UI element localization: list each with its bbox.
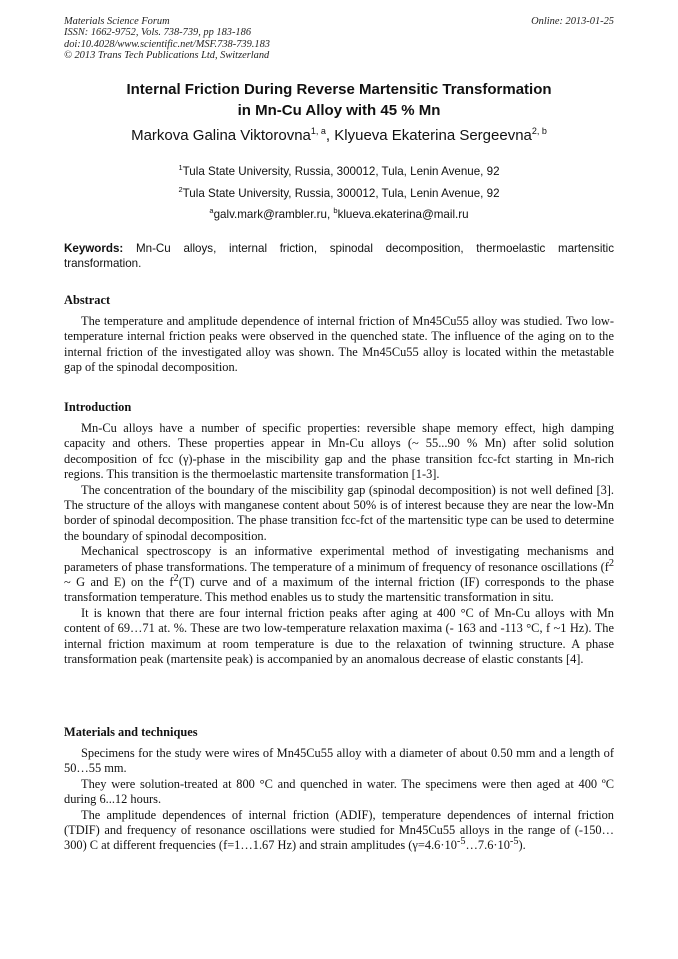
intro-p3-sup-1: 2 (608, 557, 614, 569)
materials-heading: Materials and techniques (64, 725, 198, 739)
intro-p3-part-b: ~ G and E) on the f (64, 575, 174, 590)
affiliation-1 (64, 165, 614, 178)
email-b-sup: b (333, 206, 338, 216)
paper-title (64, 79, 614, 121)
abstract-paragraph: The temperature and amplitude dependence of internal friction of Mn45Cu55 alloy was studied. Two low-temperature internal friction peaks were observed in the quenched state. The influence of the aging on to the internal friction of the investigated alloy was shown. The Mn45Cu55 alloy is located within the metastable gap of the spinodal decomposition. (64, 314, 614, 375)
affiliation-1-sup: 1 (178, 163, 183, 173)
materials-paragraph-3 (64, 808, 614, 854)
abstract-heading: Abstract (64, 293, 111, 307)
affiliation-1-text: Tula State University, Russia, 300012, Tula, Lenin Avenue, 92 (182, 165, 500, 178)
keywords-text: Mn-Cu alloys, internal friction, spinodal decomposition, thermoelastic martensitic transformation. (64, 242, 614, 270)
introduction-paragraph-2: The concentration of the boundary of the miscibility gap (spinodal decomposition) is not well defined [3]. The structure of the alloys with manganese content about 50% is of interest because they are near the low-Mn border of spinodal decomposition. The phase transition fcc-fct of the martensitic type can be used to determine the boundary of spinodal decomposition. (64, 482, 614, 543)
author-separator: , (325, 127, 335, 144)
doi-line: doi:10.4028/www.scientific.net/MSF.738-739.183 (64, 38, 270, 50)
keywords (64, 241, 614, 271)
intro-p3-part-a: Mechanical spectroscopy is an informative experimental method of investigating mechanisms and parameters of phase transformations. The temperature of a minimum of frequency of resonance oscillations (f (64, 544, 614, 574)
author-1-sup: 1, a (310, 126, 326, 136)
journal-name: Materials Science Forum (64, 16, 170, 27)
introduction-section (64, 400, 614, 668)
affiliation-2-text: Tula State University, Russia, 300012, Tula, Lenin Avenue, 92 (182, 187, 500, 200)
intro-p3-part-c: (T) curve and of a maximum of the internal friction (IF) corresponds to the phase transformation temperature. This method enables us to study the martensitic transformation in situ. (64, 575, 614, 605)
title-line-1: Internal Friction During Reverse Martensitic Transformation (126, 81, 552, 98)
introduction-paragraph-4: It is known that there are four internal friction peaks after aging at 400 °C of Mn-Cu alloys with Mn content of 69…71 at. %. These are two low-temperature relaxation maxima (- 163 and -113 °C, f ~1 Hz). The internal friction maximum at room temperature is due to the relaxation of twinning structure. A phase transformation peak (martensite peak) is accompanied by an anomalous decrease of elastic constants [4]. (64, 605, 614, 667)
email-a: galv.mark@rambler.ru, (213, 208, 334, 221)
title-line-2: in Mn-Cu Alloy with 45 % Mn (237, 102, 441, 119)
materials-p3-sup-2: -5 (509, 836, 519, 848)
materials-paragraph-1: Specimens for the study were wires of Mn45Cu55 alloy with a diameter of about 0.50 mm and a length of 50…55 mm. (64, 746, 614, 776)
introduction-paragraph-1: Mn-Cu alloys have a number of specific properties: reversible shape memory effect, high damping capacity and others. These properties appear in Mn-Cu alloys (~ 55...90 % Mn) after solid solution decomposition of fcc (γ)-phase in the miscibility gap and the phase transition fcc-fct starting in Mn-rich regions. This transition is the thermoelastic martensite transformation [1-3]. (64, 421, 614, 482)
materials-p3-part-a: The amplitude dependences of internal friction (ADIF), temperature dependences of internal friction (TDIF) and frequency of resonance oscillations were studied for Mn45Cu55 alloys in the range of (-150…300) C at different frequencies (f=1…1.67 Hz) and strain amplitudes (γ=4.6·10 (64, 807, 614, 853)
materials-paragraph-2: They were solution-treated at 800 °C and quenched in water. The specimens were then aged at 400 ºC during 6...12 hours. (64, 776, 614, 807)
materials-section (64, 725, 614, 854)
email-a-sup: a (209, 206, 214, 216)
author-list (64, 127, 614, 144)
affiliation-2 (64, 187, 614, 200)
email-b: klueva.ekaterina@mail.ru (337, 208, 469, 221)
issn-line: ISSN: 1662-9752, Vols. 738-739, pp 183-186 (64, 27, 252, 39)
materials-p3-part-c: ). (518, 838, 526, 853)
author-1: Markova Galina Viktorovna (131, 127, 311, 144)
keywords-label: Keywords: (64, 242, 124, 255)
introduction-paragraph-3 (64, 544, 614, 606)
author-2: Klyueva Ekaterina Sergeevna (334, 127, 532, 144)
author-2-sup: 2, b (531, 126, 547, 136)
introduction-heading: Introduction (64, 400, 132, 414)
copyright-line: © 2013 Trans Tech Publications Ltd, Switzerland (64, 50, 270, 62)
intro-p3-sup-2: 2 (173, 572, 179, 584)
materials-p3-part-b: …7.6·10 (465, 838, 510, 853)
online-date: Online: 2013-01-25 (531, 16, 614, 27)
abstract-section (64, 293, 614, 376)
journal-header (64, 16, 270, 62)
affiliation-2-sup: 2 (178, 185, 183, 195)
email-line (64, 208, 614, 221)
materials-p3-sup-1: -5 (456, 836, 466, 848)
